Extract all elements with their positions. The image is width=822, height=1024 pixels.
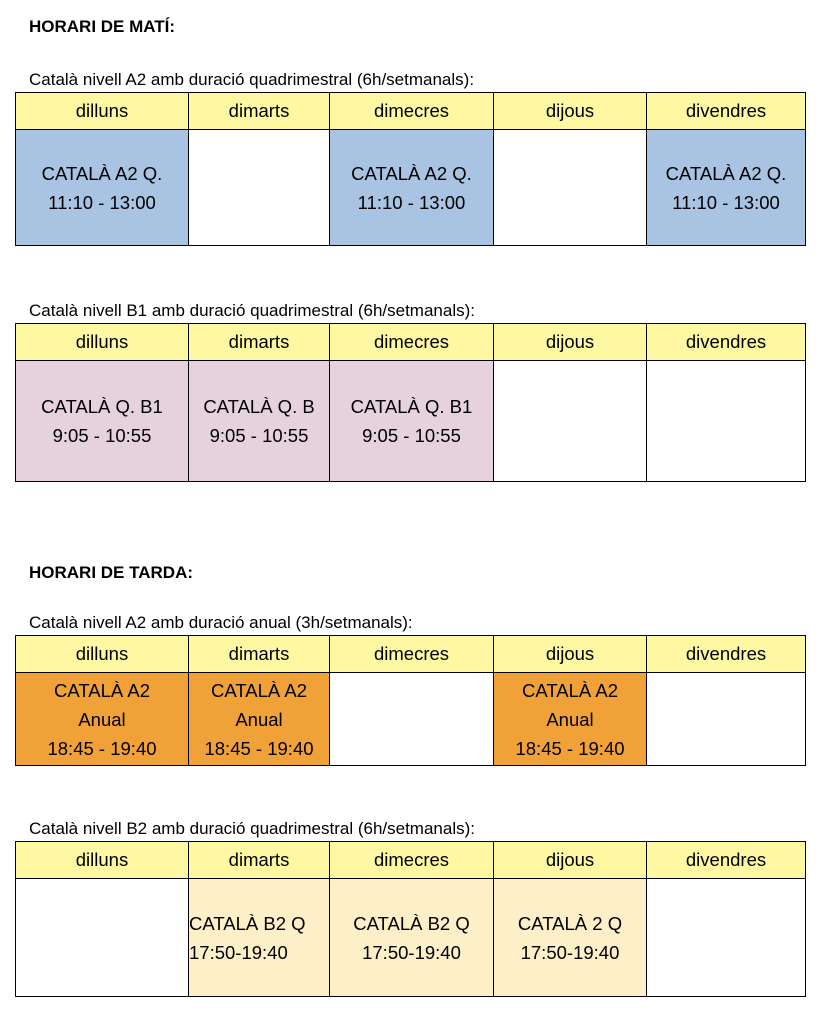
day-header-dimarts: dimarts [189,93,330,130]
schedule-table-a2-quadrimestral [15,92,806,246]
class-time: 9:05 - 10:55 [362,425,461,446]
schedule-cell-dijous [494,361,647,482]
schedule-cell-dilluns [16,673,189,766]
class-time: 17:50-19:40 [520,941,620,963]
table-row [16,130,806,246]
class-time: 9:05 - 10:55 [209,425,309,446]
day-header-dimarts: dimarts [189,842,330,879]
schedule-table-a2-anual [15,635,806,766]
schedule-cell-dijous [494,130,647,246]
class-name: CATALÀ 2 Q [517,912,623,934]
day-header-dimecres: dimecres [330,842,494,879]
class-name: CATALÀ A2 [211,679,307,701]
schedule-cell-dimecres [330,361,494,482]
class-name: CATALÀ Q. B1 [41,396,163,417]
table-header-row [16,636,806,673]
day-header-dilluns: dilluns [16,636,189,673]
schedule-cell-dimarts [189,130,330,246]
table-header-row [16,842,806,879]
day-header-dimecres: dimecres [330,93,494,130]
schedule-cell-dilluns [16,361,189,482]
schedule-cell-divendres [647,361,806,482]
schedule-cell-divendres [647,879,806,997]
schedule-cell-dilluns [16,130,189,246]
table-caption-a2-anual: Català nivell A2 amb duració anual (3h/setmanals): [29,613,413,632]
day-header-dimecres: dimecres [330,324,494,361]
schedule-cell-dijous [494,879,647,997]
day-header-dilluns: dilluns [16,324,189,361]
class-name: CATALÀ B2 Q [189,912,306,934]
class-time: 18:45 - 19:40 [515,737,625,759]
table-row [16,879,806,997]
class-time: 11:10 - 13:00 [672,191,780,213]
schedule-cell-dimarts [189,673,330,766]
class-duration: Anual [235,708,283,730]
schedule-table-b1-quadrimestral [15,323,806,482]
day-header-divendres: divendres [647,842,806,879]
day-header-dilluns: dilluns [16,842,189,879]
table-header-row [16,93,806,130]
class-time: 17:50-19:40 [189,941,288,963]
schedule-cell-dimecres [330,879,494,997]
class-name: CATALÀ A2 Q. [351,162,472,184]
class-duration: Anual [546,708,594,730]
day-header-dijous: dijous [494,636,647,673]
class-time: 17:50-19:40 [362,941,461,963]
afternoon-heading: HORARI DE TARDA: [29,563,194,582]
class-time: 11:10 - 13:00 [48,191,156,213]
schedule-cell-divendres [647,130,806,246]
day-header-dimarts: dimarts [189,636,330,673]
table-caption-a2-quadrimestral: Català nivell A2 amb duració quadrimestral (6h/setmanals): [29,70,475,89]
class-name: CATALÀ A2 [522,679,618,701]
class-duration: Anual [78,708,126,730]
day-header-dijous: dijous [494,324,647,361]
day-header-dimecres: dimecres [330,636,494,673]
schedule-cell-dimarts [189,361,330,482]
table-caption-b1-quadrimestral: Català nivell B1 amb duració quadrimestral (6h/setmanals): [29,301,475,320]
schedule-cell-divendres [647,673,806,766]
day-header-dilluns: dilluns [16,93,189,130]
class-time: 18:45 - 19:40 [47,737,157,759]
class-name: CATALÀ A2 Q. [41,162,163,184]
day-header-divendres: divendres [647,324,806,361]
day-header-dijous: dijous [494,842,647,879]
table-row [16,673,806,766]
schedule-cell-dimarts [189,879,330,997]
day-header-dijous: dijous [494,93,647,130]
table-header-row [16,324,806,361]
schedule-cell-dilluns [16,879,189,997]
class-name: CATALÀ A2 Q. [665,162,787,184]
schedule-cell-dijous [494,673,647,766]
schedule-cell-dimecres [330,130,494,246]
schedule-table-b2-quadrimestral [15,841,806,997]
schedule-cell-dimecres [330,673,494,766]
day-header-dimarts: dimarts [189,324,330,361]
morning-heading: HORARI DE MATÍ: [29,17,176,36]
table-row [16,361,806,482]
day-header-divendres: divendres [647,93,806,130]
class-name: CATALÀ B2 Q [353,912,470,934]
class-name: CATALÀ Q. B1 [350,396,473,417]
class-time: 11:10 - 13:00 [357,191,466,213]
class-name: CATALÀ A2 [54,679,150,701]
class-time: 9:05 - 10:55 [52,425,152,446]
day-header-divendres: divendres [647,636,806,673]
table-caption-b2-quadrimestral: Català nivell B2 amb duració quadrimestral (6h/setmanals): [29,819,475,838]
class-time: 18:45 - 19:40 [204,737,314,759]
class-name: CATALÀ Q. B [203,396,315,417]
